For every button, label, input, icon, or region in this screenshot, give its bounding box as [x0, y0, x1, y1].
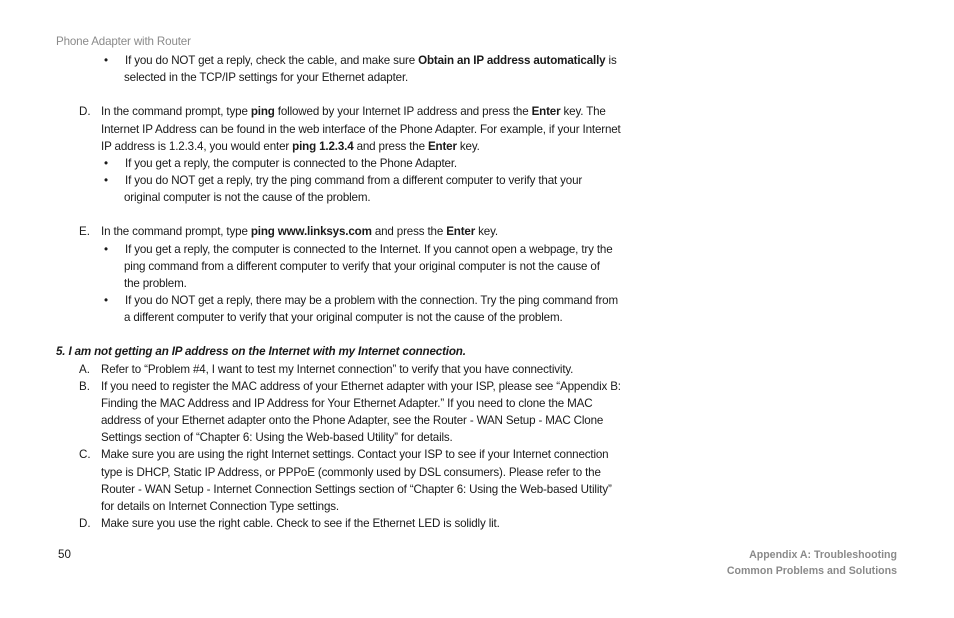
- step-line: In the command prompt, type ping www.linksys.com and press the Enter key.: [101, 225, 498, 238]
- step-line: Refer to “Problem #4, I want to test my Internet connection” to verify that you have connectivity.: [101, 363, 574, 376]
- running-header: Phone Adapter with Router: [56, 35, 191, 48]
- bullet-line: the problem.: [124, 277, 187, 290]
- step-line: If you need to register the MAC address of your Ethernet adapter with your ISP, please see “Appendix B:: [101, 380, 621, 393]
- bullet-line: original computer is not the cause of the problem.: [124, 191, 371, 204]
- step-line: Settings section of “Chapter 6: Using the Web-based Utility” for details.: [101, 431, 453, 444]
- step-line: IP address is 1.2.3.4, you would enter ping 1.2.3.4 and press the Enter key.: [101, 140, 480, 153]
- step-marker: D.: [79, 517, 91, 530]
- bullet-marker: •: [104, 174, 109, 187]
- bullet-marker: •: [104, 294, 109, 307]
- step-line: Make sure you use the right cable. Check to see if the Ethernet LED is solidly lit.: [101, 517, 500, 530]
- page-number: 50: [58, 548, 71, 561]
- step-line: address of your Ethernet adapter onto the Phone Adapter, see the Router - WAN Setup - MAC Clone: [101, 414, 604, 427]
- step-marker: D.: [79, 105, 91, 118]
- step-line: In the command prompt, type ping followed by your Internet IP address and press the Enter key. The: [101, 105, 606, 118]
- step-line: Finding the MAC Address and IP Address for Your Ethernet Adapter.” If you need to clone the MAC: [101, 397, 593, 410]
- bullet-marker: •: [104, 243, 109, 256]
- step-line: Make sure you are using the right Internet settings. Contact your ISP to see if your Internet connection: [101, 448, 609, 461]
- bullet-line: If you do NOT get a reply, there may be a problem with the connection. Try the ping command from: [125, 294, 618, 307]
- step-line: for details on Internet Connection Type settings.: [101, 500, 339, 513]
- bullet-marker: •: [104, 157, 109, 170]
- bullet-line: a different computer to verify that your original computer is not the cause of the problem.: [124, 311, 563, 324]
- step-marker: B.: [79, 380, 90, 393]
- step-marker: C.: [79, 448, 91, 461]
- bullet-line: ping command from a different computer to verify that your original computer is not the cause of: [124, 260, 600, 273]
- bullet-line: If you do NOT get a reply, try the ping command from a different computer to verify that your: [125, 174, 583, 187]
- footer-section: Common Problems and Solutions: [726, 565, 897, 577]
- footer-chapter: Appendix A: Troubleshooting: [749, 549, 897, 561]
- bullet-line: If you do NOT get a reply, check the cable, and make sure Obtain an IP address automatically is: [125, 54, 617, 67]
- problem-heading: 5. I am not getting an IP address on the Internet with my Internet connection.: [56, 345, 466, 358]
- step-line: type is DHCP, Static IP Address, or PPPoE (commonly used by DSL consumers). Please refer to the: [101, 466, 601, 479]
- step-line: Router - WAN Setup - Internet Connection Settings section of “Chapter 6: Using the Web-based Utility”: [101, 483, 612, 496]
- step-marker: E.: [79, 225, 90, 238]
- bullet-marker: •: [104, 54, 109, 67]
- bullet-line: If you get a reply, the computer is connected to the Internet. If you cannot open a webpage, try the: [125, 243, 613, 256]
- bullet-line: If you get a reply, the computer is connected to the Phone Adapter.: [125, 157, 457, 170]
- step-marker: A.: [79, 363, 90, 376]
- bullet-line: selected in the TCP/IP settings for your Ethernet adapter.: [124, 71, 409, 84]
- step-line: Internet IP Address can be found in the web interface of the Phone Adapter. For example, if your Internet: [101, 123, 621, 136]
